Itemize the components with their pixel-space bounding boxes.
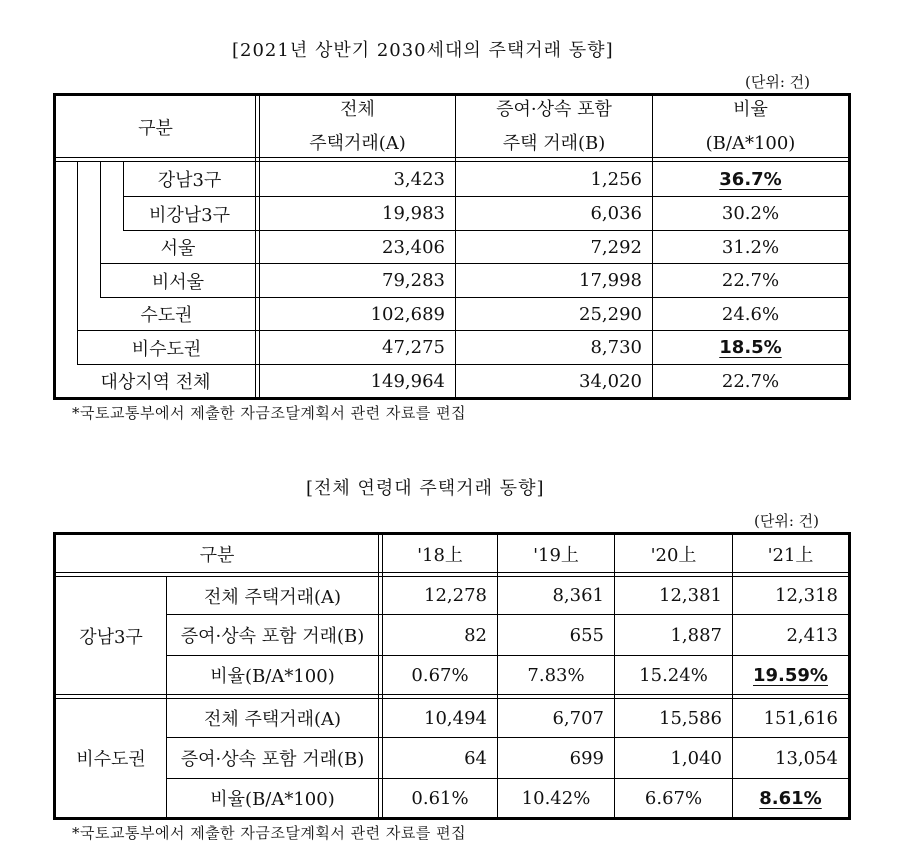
table1-header-category: 구분	[138, 117, 173, 139]
row-total: 149,964	[370, 370, 445, 392]
row-value: 1,887	[670, 624, 722, 646]
row-value: 2,413	[786, 624, 838, 646]
row-total: 79,283	[382, 270, 445, 291]
header-gift-line1: 증여·상속 포함	[496, 98, 612, 120]
row-gift: 25,290	[579, 303, 642, 325]
row-ratio: 24.6%	[721, 303, 780, 325]
table1-title: [2021년 상반기 2030세대의 주택거래 동향]	[232, 40, 614, 61]
row-value: 13,054	[775, 747, 838, 769]
row-value: 19.59%	[753, 664, 828, 686]
table2-title: [전체 연령대 주택거래 동향]	[306, 478, 545, 499]
row-value: 64	[464, 747, 487, 769]
row-ratio: 22.7%	[721, 370, 780, 392]
table2-header-period: '20上	[650, 544, 697, 566]
header-total-line1: 전체	[340, 98, 375, 120]
row-value: 699	[569, 747, 604, 769]
table1-unit: (단위: 건)	[745, 73, 810, 91]
row-value: 12,381	[659, 585, 722, 606]
table2-note: *국토교통부에서 제출한 자금조달계획서 관련 자료를 편집	[72, 824, 467, 842]
row-value: 12,278	[424, 585, 487, 606]
table1-header-total	[260, 96, 455, 157]
row-gift: 1,256	[590, 168, 642, 190]
row-ratio: 22.7%	[721, 270, 780, 291]
table1-header-ratio	[653, 96, 848, 157]
row-gift: 17,998	[579, 270, 642, 291]
row-label: 비수도권	[131, 338, 202, 360]
row-label: 전체 주택거래(A)	[203, 709, 342, 730]
row-label: 서울	[160, 238, 196, 259]
row-label: 전체 주택거래(A)	[203, 586, 342, 608]
row-label: 증여·상속 포함 거래(B)	[180, 626, 365, 647]
row-value: 6,707	[552, 707, 604, 729]
header-ratio-line1: 비율	[733, 98, 768, 120]
row-gift: 34,020	[579, 370, 642, 392]
row-value: 655	[569, 624, 604, 646]
row-total: 47,275	[382, 337, 445, 358]
row-value: 15,586	[659, 707, 722, 729]
table1-header-gift	[456, 96, 652, 157]
row-value: 10,494	[424, 707, 487, 729]
row-value: 82	[464, 624, 487, 646]
table2-header-period: '18上	[417, 544, 463, 566]
row-label: 비율(B/A*100)	[210, 789, 335, 810]
header-gift-line2: 주택 거래(B)	[502, 132, 606, 154]
table2-header-category: 구분	[199, 544, 235, 566]
row-value: 151,616	[763, 707, 838, 729]
row-total: 102,689	[370, 303, 445, 325]
table2-header-period: '21上	[767, 544, 814, 566]
row-value: 12,318	[775, 585, 838, 606]
row-gift: 6,036	[590, 203, 642, 224]
row-value: 0.67%	[411, 664, 469, 686]
row-ratio: 30.2%	[721, 203, 780, 224]
row-value: 10.42%	[521, 787, 591, 809]
row-gift: 8,730	[590, 337, 642, 358]
row-label: 증여·상속 포함 거래(B)	[180, 749, 365, 770]
row-value: 6.67%	[644, 787, 703, 809]
group-region: 비수도권	[76, 749, 146, 770]
row-ratio: 36.7%	[719, 168, 782, 190]
row-value: 7.83%	[527, 664, 585, 686]
row-value: 8,361	[552, 585, 604, 606]
row-value: 8.61%	[759, 787, 822, 809]
row-label: 비강남3구	[148, 204, 230, 226]
row-label: 비서울	[151, 271, 205, 293]
row-total: 19,983	[382, 203, 445, 224]
row-label: 강남3구	[157, 170, 222, 191]
row-total: 23,406	[382, 236, 445, 258]
row-label: 대상지역 전체	[100, 372, 211, 393]
row-gift: 7,292	[590, 236, 642, 258]
group-region: 강남3구	[79, 626, 143, 648]
row-label: 비율(B/A*100)	[210, 666, 335, 687]
row-value: 1,040	[670, 747, 722, 769]
table2-header-period: '19上	[533, 544, 579, 566]
table2-unit: (단위: 건)	[754, 512, 819, 530]
row-ratio: 31.2%	[721, 236, 780, 258]
table1-note: *국토교통부에서 제출한 자금조달계획서 관련 자료를 편집	[72, 404, 467, 422]
row-total: 3,423	[393, 168, 445, 190]
header-total-line2: 주택거래(A)	[309, 132, 406, 154]
row-ratio: 18.5%	[719, 337, 782, 358]
header-ratio-line2: (B/A*100)	[705, 132, 796, 154]
row-value: 15.24%	[639, 664, 708, 686]
row-value: 0.61%	[411, 787, 469, 809]
row-label: 수도권	[140, 305, 193, 326]
